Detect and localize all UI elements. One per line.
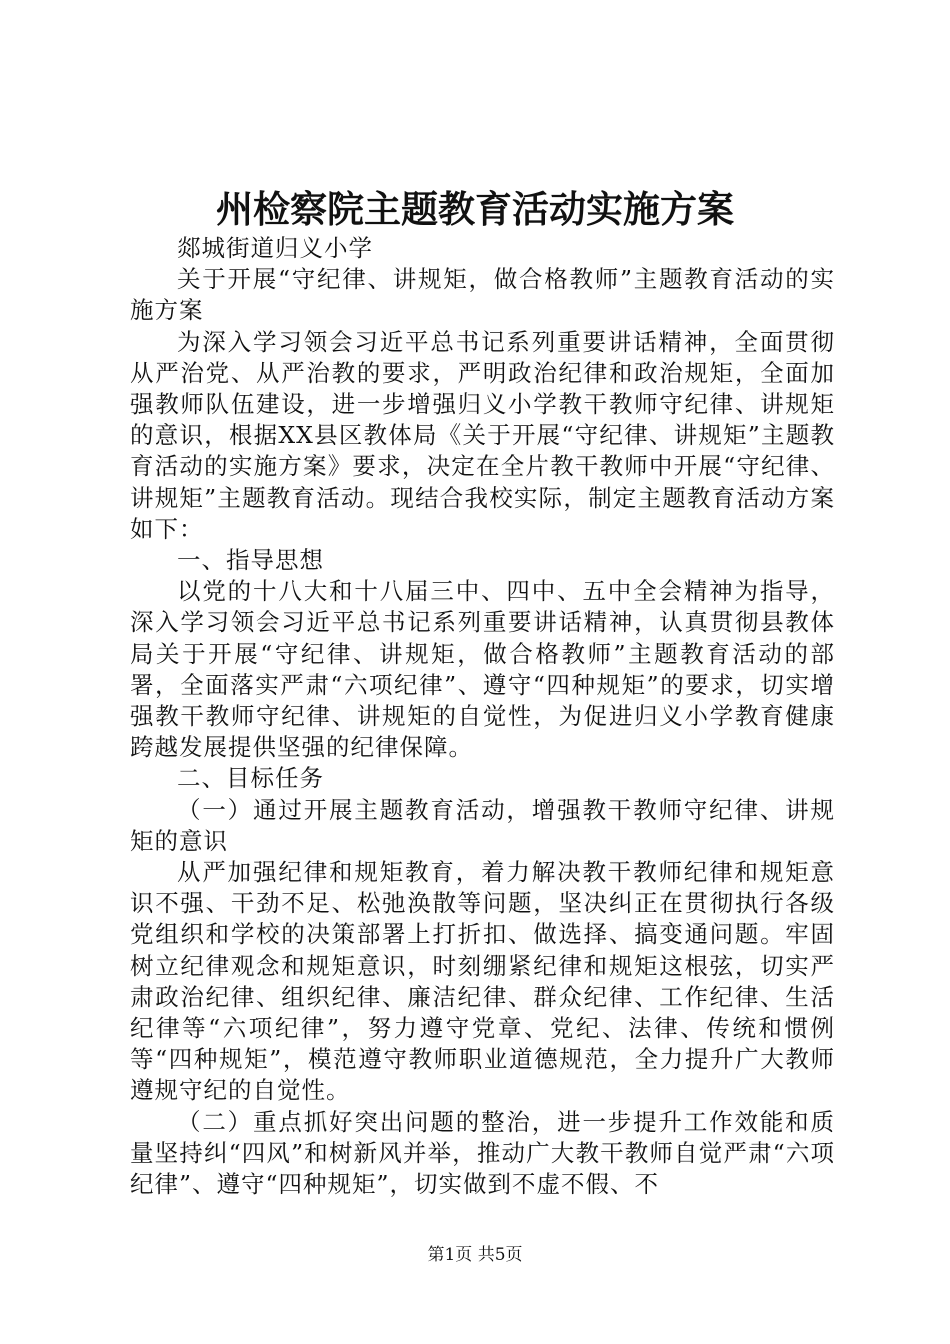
subsection-1-paragraph: 从严加强纪律和规矩教育，着力解决教干教师纪律和规矩意识不强、干劲不足、松弛涣散等问题，坚决纠正在贯彻执行各级党组织和学校的决策部署上打折扣、做选择、搞变通问题。牢固树立纪律观念和规矩意识，时刻绷紧纪律和规矩这根弦，切实严肃政治纪律、组织纪律、廉洁纪律、群众纪律、工作纪律、生活纪律等“六项纪律”，努力遵守党章、党纪、法律、传统和惯例等“四种规矩”，模范遵守教师职业道德规范，全力提升广大教师遵规守纪的自觉性。 [130, 858, 835, 1105]
subsection-2-paragraph: （二）重点抓好突出问题的整治，进一步提升工作效能和质量坚持纠“四风”和树新风并举，推动广大教干教师自觉严肃“六项纪律”、遵守“四种规矩”，切实做到不虚不假、不 [130, 1107, 835, 1199]
section-heading-guiding-thought: 一、指导思想 [177, 546, 324, 575]
section-heading-goals: 二、目标任务 [177, 764, 324, 793]
plan-heading: 关于开展“守纪律、讲规矩，做合格教师”主题教育活动的实施方案 [130, 265, 835, 325]
page-footer: 第1页 共5页 [427, 1245, 523, 1265]
school-name: 郯城街道归义小学 [177, 234, 373, 262]
intro-paragraph: 为深入学习领会习近平总书记系列重要讲话精神，全面贯彻从严治党、从严治教的要求，严明政治纪律和政治规矩，全面加强教师队伍建设，进一步增强归义小学教干教师守纪律、讲规矩的意识，根据XX县区教体局《关于开展“守纪律、讲规矩”主题教育活动的实施方案》要求，决定在全片教干教师中开展“守纪律、讲规矩”主题教育活动。现结合我校实际，制定主题教育活动方案如下： [130, 327, 835, 543]
document-title: 州检察院主题教育活动实施方案 [216, 187, 734, 231]
subsection-heading-1: （一）通过开展主题教育活动，增强教干教师守纪律、讲规矩的意识 [130, 795, 835, 855]
document-body [130, 233, 835, 1200]
guiding-thought-paragraph: 以党的十八大和十八届三中、四中、五中全会精神为指导，深入学习领会习近平总书记系列重要讲话精神，认真贯彻县教体局关于开展“守纪律、讲规矩，做合格教师”主题教育活动的部署，全面落实严肃“六项纪律”、遵守“四种规矩”的要求，切实增强教干教师守纪律、讲规矩的自觉性，为促进归义小学教育健康跨越发展提供坚强的纪律保障。 [130, 577, 835, 762]
